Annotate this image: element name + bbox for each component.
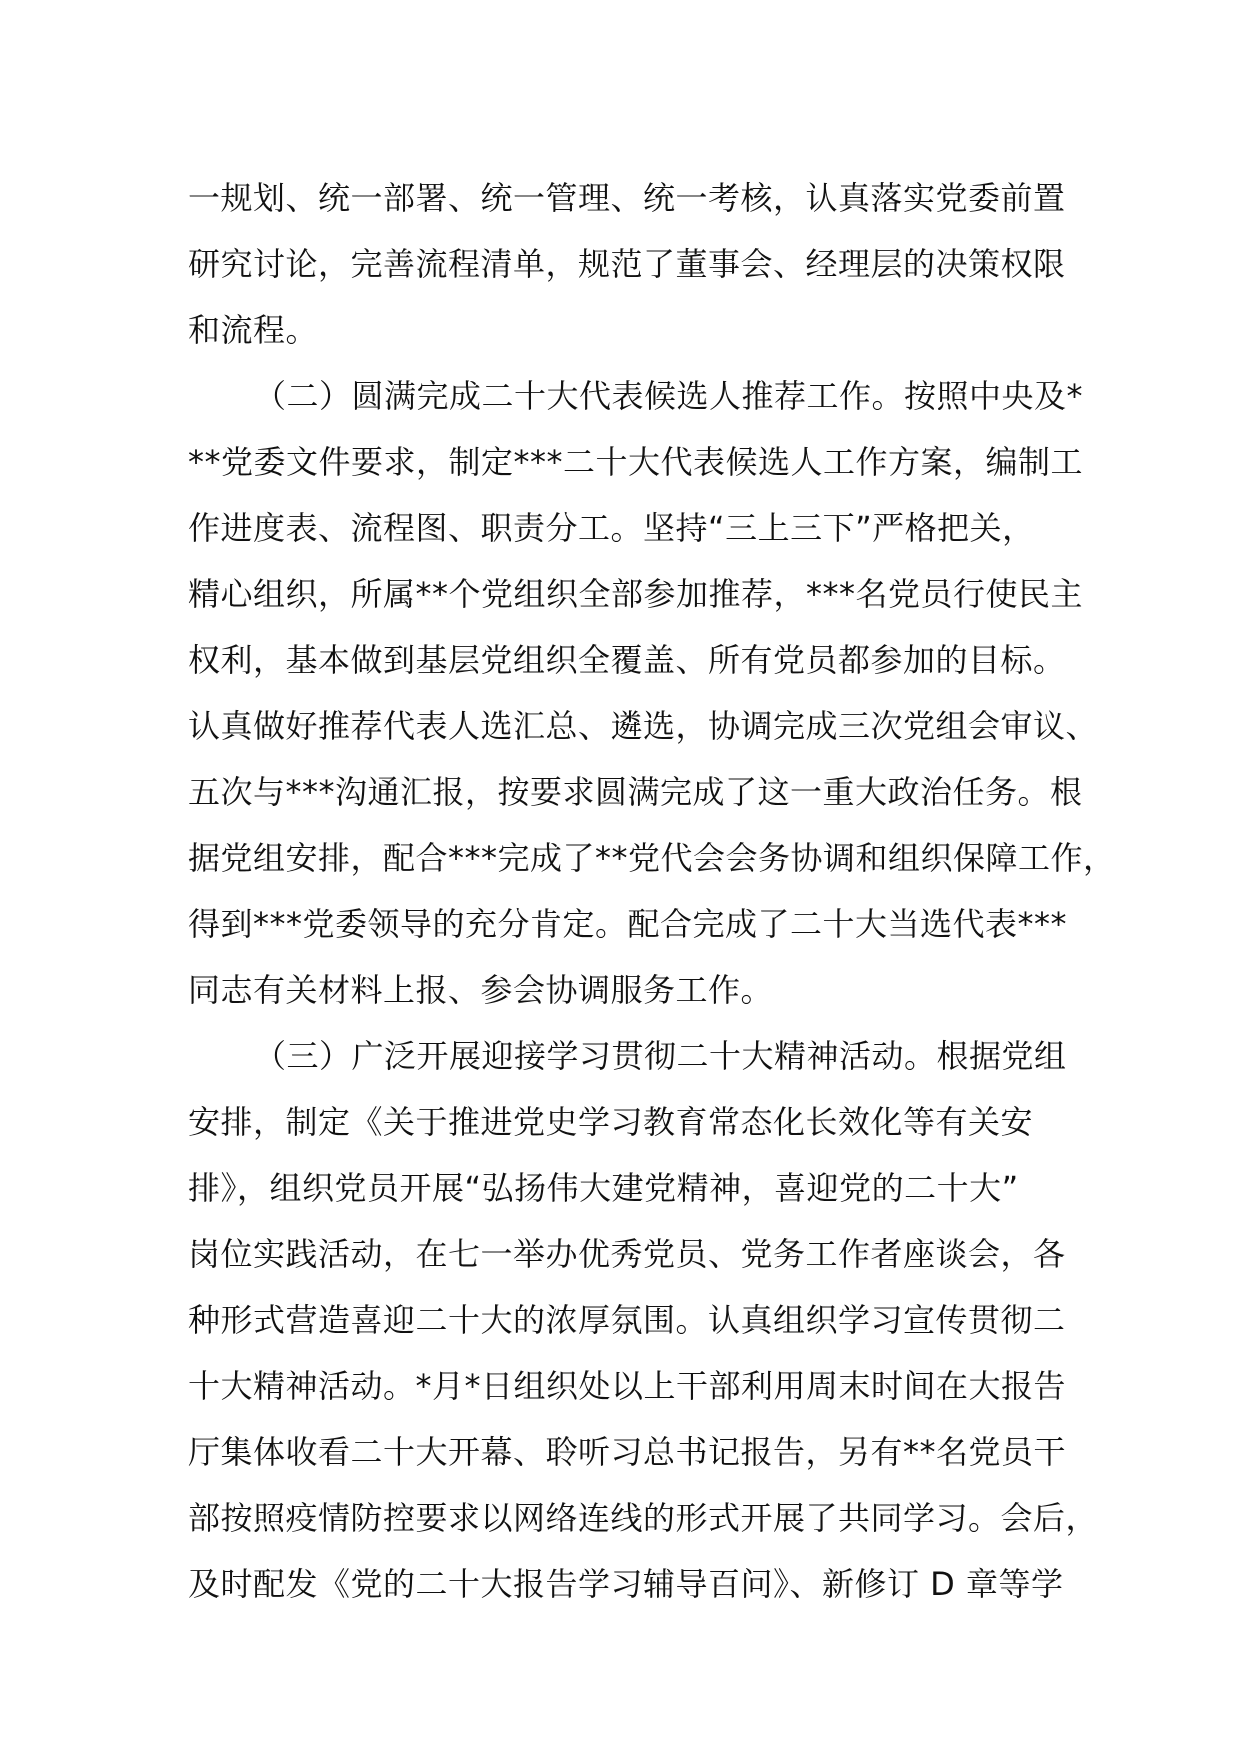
text-line: 一规划、统一部署、统一管理、统一考核，认真落实党委前置: [188, 179, 1066, 217]
text-line: 安排，制定《关于推进党史学习教育常态化长效化等有关安: [188, 1103, 1034, 1141]
text-line: 据党组安排，配合***完成了**党代会会务协调和组织保障工作，: [188, 839, 1116, 877]
text-line: 岗位实践活动，在七一举办优秀党员、党务工作者座谈会，各: [188, 1235, 1066, 1273]
text-line: 厅集体收看二十大开幕、聆听习总书记报告，另有**名党员干: [188, 1433, 1067, 1471]
text-line: 精心组织，所属**个党组织全部参加推荐，***名党员行使民主: [188, 575, 1084, 613]
text-line: 认真做好推荐代表人选汇总、遴选，协调完成三次党组会审议、: [188, 707, 1099, 745]
text-line: 权利，基本做到基层党组织全覆盖、所有党员都参加的目标。: [188, 641, 1066, 679]
paragraph-heading-3: （三）广泛开展迎接学习贯彻二十大精神活动。根据党组: [254, 1037, 1067, 1075]
text-line: 作进度表、流程图、职责分工。坚持“三上三下”严格把关，: [188, 509, 1035, 547]
text-line: 及时配发《党的二十大报告学习辅导百问》、新修订 D 章等学: [188, 1565, 1064, 1603]
text-line: **党委文件要求，制定***二十大代表候选人工作方案，编制工: [188, 443, 1084, 481]
text-line: 十大精神活动。*月*日组织处以上干部利用周末时间在大报告: [188, 1367, 1067, 1405]
text-line: 五次与***沟通汇报，按要求圆满完成了这一重大政治任务。根: [188, 773, 1083, 811]
paragraph-heading-2: （二）圆满完成二十大代表候选人推荐工作。按照中央及*: [254, 377, 1084, 415]
text-line: 和流程。: [188, 311, 319, 349]
text-line: 排》，组织党员开展“弘扬伟大建党精神，喜迎党的二十大”: [188, 1169, 1019, 1207]
text-line: 研究讨论，完善流程清单，规范了董事会、经理层的决策权限: [188, 245, 1066, 283]
text-line: 部按照疫情防控要求以网络连线的形式开展了共同学习。会后，: [188, 1499, 1099, 1537]
text-line: 种形式营造喜迎二十大的浓厚氛围。认真组织学习宣传贯彻二: [188, 1301, 1066, 1339]
text-line: 同志有关材料上报、参会协调服务工作。: [188, 971, 774, 1009]
text-line: 得到***党委领导的充分肯定。配合完成了二十大当选代表***: [188, 905, 1068, 943]
